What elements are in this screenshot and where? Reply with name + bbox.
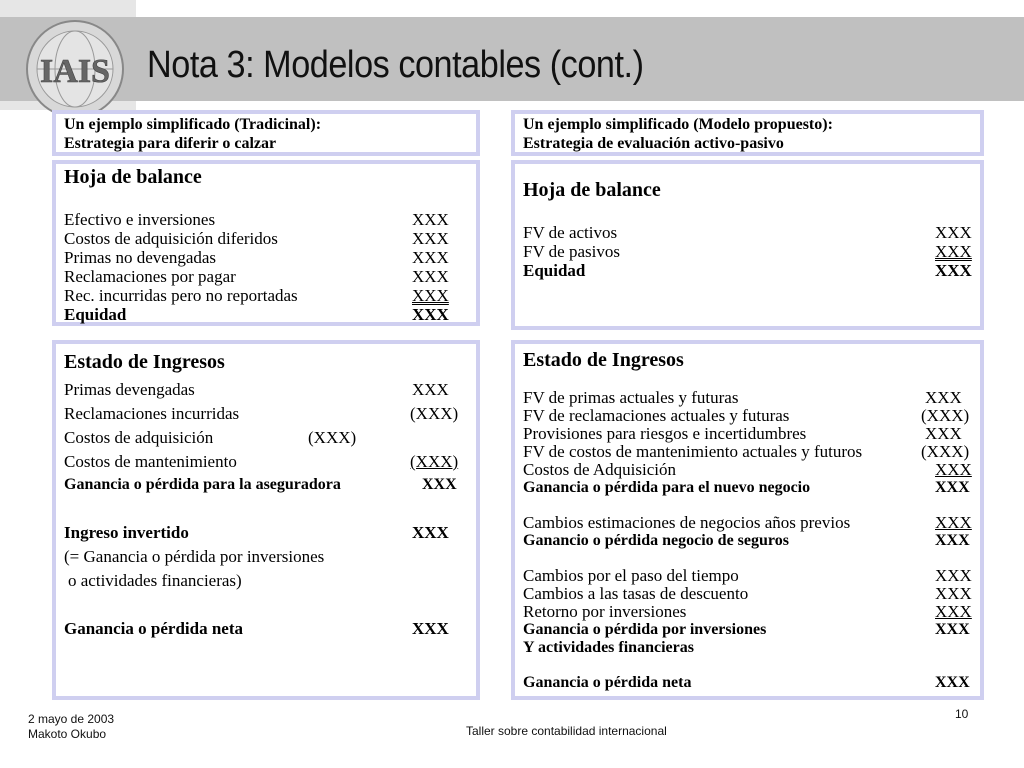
- row-value: XXX: [412, 380, 449, 399]
- row-value: XXX: [935, 602, 972, 621]
- row-value: XXX: [935, 532, 970, 549]
- row-value: XXX: [935, 584, 972, 603]
- row-value: XXX: [935, 513, 972, 532]
- right-income-box: [511, 340, 984, 700]
- right-income-row: [523, 638, 972, 657]
- row-label: Reclamaciones por pagar: [64, 267, 236, 286]
- right-balance-row: [523, 223, 972, 242]
- row-label: Costos de adquisición: [64, 428, 214, 447]
- row-value: XXX: [935, 621, 970, 638]
- left-income-row: [64, 380, 468, 399]
- right-income-row: [523, 513, 972, 532]
- iais-logo: [20, 14, 130, 124]
- row-label: Costos de mantenimiento: [64, 452, 237, 471]
- row-label: FV de pasivos: [523, 242, 620, 261]
- row-label: FV de activos: [523, 223, 618, 242]
- row-value: XXX: [935, 242, 972, 261]
- row-label: Equidad: [64, 305, 127, 324]
- right-header-line-1: Un ejemplo simplificado (Modelo propuesto):: [523, 116, 833, 133]
- row-label: Ganancia o pérdida neta: [523, 674, 692, 691]
- row-label: Primas devengadas: [64, 380, 195, 399]
- row-label: FV de costos de mantenimiento actuales y futuros: [523, 442, 863, 461]
- left-balance-row: [64, 248, 468, 267]
- row-label: Costos de Adquisición: [523, 460, 677, 479]
- right-income-row: [523, 531, 972, 550]
- left-income-row: [64, 475, 468, 494]
- row-label: Cambios por el paso del tiempo: [523, 566, 739, 585]
- row-label: Efectivo e inversiones: [64, 210, 216, 229]
- right-income-row: [523, 442, 972, 461]
- row-value: XXX: [935, 566, 972, 585]
- row-value: $\overline{XXX}$: [935, 261, 972, 280]
- row-value: XXX: [412, 248, 449, 267]
- row-value: XXX: [412, 286, 449, 305]
- row-label: Ganancia o pérdida para la aseguradora: [64, 476, 341, 493]
- right-income-title: Estado de Ingresos: [523, 349, 684, 371]
- row-label: FV de primas actuales y futuras: [523, 388, 739, 407]
- row-label: Cambios a las tasas de descuento: [523, 584, 749, 603]
- left-income-row: [64, 547, 468, 566]
- left-header-line-1: Un ejemplo simplificado (Tradicinal):: [64, 116, 322, 133]
- row-value: XXX: [925, 424, 962, 443]
- row-value: XXX: [412, 523, 449, 542]
- left-income-title: Estado de Ingresos: [64, 351, 225, 373]
- row-value: XXX: [422, 476, 457, 493]
- row-value: (XXX): [308, 428, 357, 447]
- right-balance-title: Hoja de balance: [523, 179, 661, 201]
- logo-text: IAIS: [40, 53, 110, 90]
- row-label: Ganancia o pérdida por inversiones: [523, 621, 767, 638]
- right-income-row: [523, 388, 972, 407]
- row-value: XXX: [412, 210, 449, 229]
- row-value: XXX: [412, 619, 449, 638]
- slide-title: Nota 3: Modelos contables (cont.): [147, 44, 644, 86]
- right-income-row: [523, 566, 972, 585]
- row-label: Provisiones para riesgos e incertidumbres: [523, 424, 807, 443]
- right-income-row: [523, 460, 972, 479]
- row-label: Ganancio o pérdida negocio de seguros: [523, 532, 789, 549]
- row-value: XXX: [925, 388, 962, 407]
- right-header-line-2: Estrategia de evaluación activo-pasivo: [523, 135, 784, 152]
- page-number: 10: [955, 707, 969, 721]
- row-value: (XXX): [410, 452, 459, 471]
- row-label: Rec. incurridas pero no reportadas: [64, 286, 298, 305]
- row-value: XXX: [412, 229, 449, 248]
- row-label: Ganancia o pérdida neta: [64, 619, 243, 638]
- row-label: Ganancia o pérdida para el nuevo negocio: [523, 479, 811, 496]
- footer-center: Taller sobre contabilidad internacional: [466, 724, 667, 738]
- right-balance-row: [523, 261, 972, 280]
- row-label: Costos de adquisición diferidos: [64, 229, 278, 248]
- right-income-row: [523, 602, 972, 621]
- left-income-row: [68, 571, 468, 590]
- right-income-row: [523, 620, 972, 639]
- left-income-row: [64, 404, 468, 423]
- row-value: XXX: [935, 223, 972, 242]
- row-value: (XXX): [921, 442, 970, 461]
- row-label: FV de reclamaciones actuales y futuras: [523, 406, 790, 425]
- left-balance-row: [64, 305, 468, 324]
- left-balance-title: Hoja de balance: [64, 166, 202, 188]
- left-income-row: [64, 428, 468, 447]
- row-label: Reclamaciones incurridas: [64, 404, 240, 423]
- left-balance-box: [52, 160, 480, 326]
- row-value: XXX: [935, 460, 972, 479]
- row-label: Primas no devengadas: [64, 248, 217, 267]
- footer-date: 2 mayo de 2003: [28, 712, 115, 726]
- left-income-row: [64, 452, 468, 471]
- row-value: (XXX): [921, 406, 970, 425]
- row-label: Cambios estimaciones de negocios años previos: [523, 513, 851, 532]
- row-value: XXX: [935, 674, 970, 691]
- row-label: (= Ganancia o pérdida por inversiones: [64, 547, 325, 566]
- right-header-box: [511, 110, 984, 156]
- left-balance-row: [64, 286, 468, 305]
- row-label: Retorno por inversiones: [523, 602, 687, 621]
- left-income-row: [64, 619, 468, 638]
- row-label: o actividades financieras): [68, 571, 242, 590]
- footer-author: Makoto Okubo: [28, 727, 107, 741]
- row-value: $\overline{XXX}$: [412, 305, 449, 324]
- left-balance-row: [64, 267, 468, 286]
- row-label: Equidad: [523, 261, 586, 280]
- right-income-row: [523, 478, 972, 497]
- right-balance-row: [523, 242, 972, 261]
- right-income-row: [523, 424, 972, 443]
- left-income-box: [52, 340, 480, 700]
- left-balance-row: [64, 229, 468, 248]
- left-header-box: [52, 110, 480, 156]
- right-income-row: [523, 673, 972, 692]
- row-label: Ingreso invertido: [64, 523, 189, 542]
- left-balance-row: [64, 210, 468, 229]
- right-income-row: [523, 406, 972, 425]
- right-income-row: [523, 584, 972, 603]
- row-value: XXX: [412, 267, 449, 286]
- left-income-row: [64, 523, 468, 542]
- row-label: Y actividades financieras: [523, 639, 694, 656]
- right-balance-box: [511, 160, 984, 330]
- row-value: XXX: [935, 479, 970, 496]
- left-header-line-2: Estrategia para diferir o calzar: [64, 135, 277, 152]
- row-value: (XXX): [410, 404, 459, 423]
